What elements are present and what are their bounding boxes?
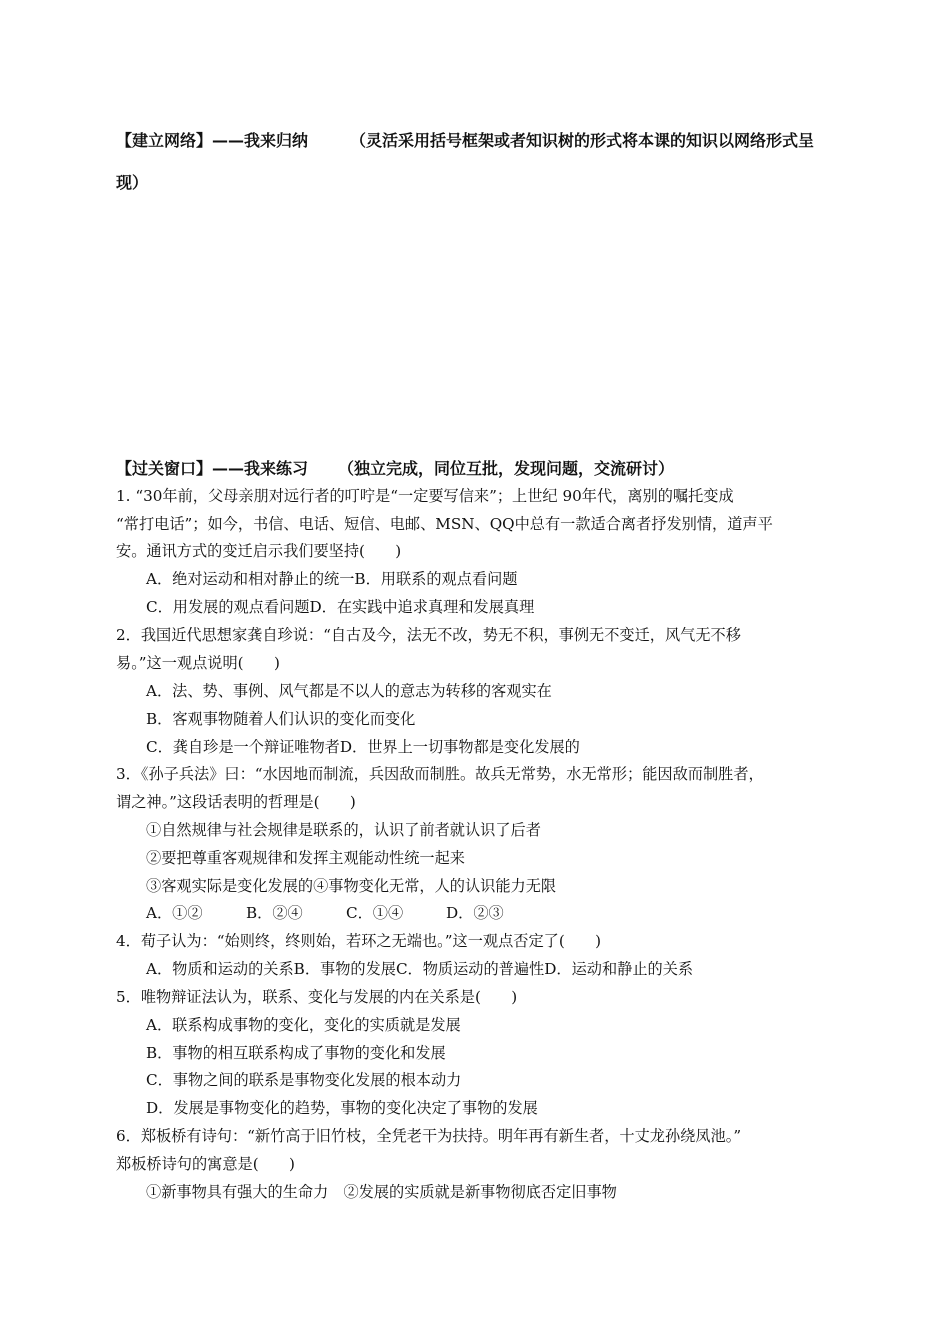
question-3-option-c: C．①④ [346,904,404,922]
question-2-line-1: 2．我国近代思想家龚自珍说：“自古及今，法无不改，势无不积，事例无不变迁，风气无不移 [116,626,741,644]
question-3-option-a: A．①② [146,904,203,922]
question-1-line-2: “常打电话”；如今，书信、电话、短信、电邮、MSN、QQ中总有一款适合离者抒发别情，道声平 [116,515,773,533]
question-5-option-b: B．事物的相互联系构成了事物的变化和发展 [146,1044,446,1062]
question-1-line-1: 1. “30年前，父母亲朋对远行者的叮咛是“一定要写信来”；上世纪 90年代，离别的嘱托变成 [116,487,734,505]
question-1-line-3: 安。通讯方式的变迁启示我们要坚持( ) [116,542,402,560]
question-6-statements: ①新事物具有强大的生命力 ②发展的实质就是新事物彻底否定旧事物 [146,1183,617,1201]
practice-heading [116,456,674,479]
question-3-line-2: 谓之神。”这段话表明的哲理是( ) [116,793,356,811]
question-1-option-cd: C．用发展的观点看问题D．在实践中追求真理和发展真理 [146,598,535,616]
question-2-line-2: 易。”这一观点说明( ) [116,654,280,672]
question-5-option-c: C．事物之间的联系是事物变化发展的根本动力 [146,1071,462,1089]
network-instruction-cont: 现） [116,173,149,192]
question-6-line-2: 郑板桥诗句的寓意是( ) [116,1155,295,1173]
network-instruction: （灵活采用括号框架或者知识树的形式将本课的知识以网络形式呈 [350,131,815,150]
question-2-option-b: B．客观事物随着人们认识的变化而变化 [146,710,416,728]
practice-instruction: （独立完成，同位互批，发现问题，交流研讨） [338,459,675,478]
question-3-statement-1: ①自然规律与社会规律是联系的，认识了前者就认识了后者 [146,821,541,839]
question-2-option-cd: C．龚自珍是一个辩证唯物者D．世界上一切事物都是变化发展的 [146,738,580,756]
network-title: 【建立网络】——我来归纳 [116,131,309,150]
question-3-options [146,903,546,923]
question-4-options: A．物质和运动的关系B．事物的发展C．物质运动的普遍性D．运动和静止的关系 [146,960,694,978]
question-5-option-a: A．联系构成事物的变化，变化的实质就是发展 [146,1016,461,1034]
question-5-line-1: 5．唯物辩证法认为，联系、变化与发展的内在关系是( ) [116,988,518,1006]
network-heading [116,128,814,151]
question-1-option-ab: A．绝对运动和相对静止的统一B．用联系的观点看问题 [146,570,518,588]
practice-title: 【过关窗口】——我来练习 [116,459,309,478]
question-6-line-1: 6．郑板桥有诗句：“新竹高于旧竹枝，全凭老干为扶持。明年再有新生者，十丈龙孙绕凤池。” [116,1127,742,1145]
question-3-line-1: 3．《孙子兵法》曰：“水因地而制流，兵因敌而制胜。故兵无常势，水无常形；能因敌而制胜者， [116,765,764,783]
question-3-option-b: B．②④ [246,904,303,922]
question-5-option-d: D．发展是事物变化的趋势，事物的变化决定了事物的发展 [146,1099,538,1117]
question-3-option-d: D．②③ [446,904,504,922]
question-3-statement-3-4: ③客观实际是变化发展的④事物变化无常，人的认识能力无限 [146,877,557,895]
question-4-line-1: 4．荀子认为：“始则终，终则始，若环之无端也。”这一观点否定了( ) [116,932,602,950]
question-3-statement-2: ②要把尊重客观规律和发挥主观能动性统一起来 [146,849,465,867]
question-2-option-a: A．法、势、事例、风气都是不以人的意志为转移的客观实在 [146,682,552,700]
